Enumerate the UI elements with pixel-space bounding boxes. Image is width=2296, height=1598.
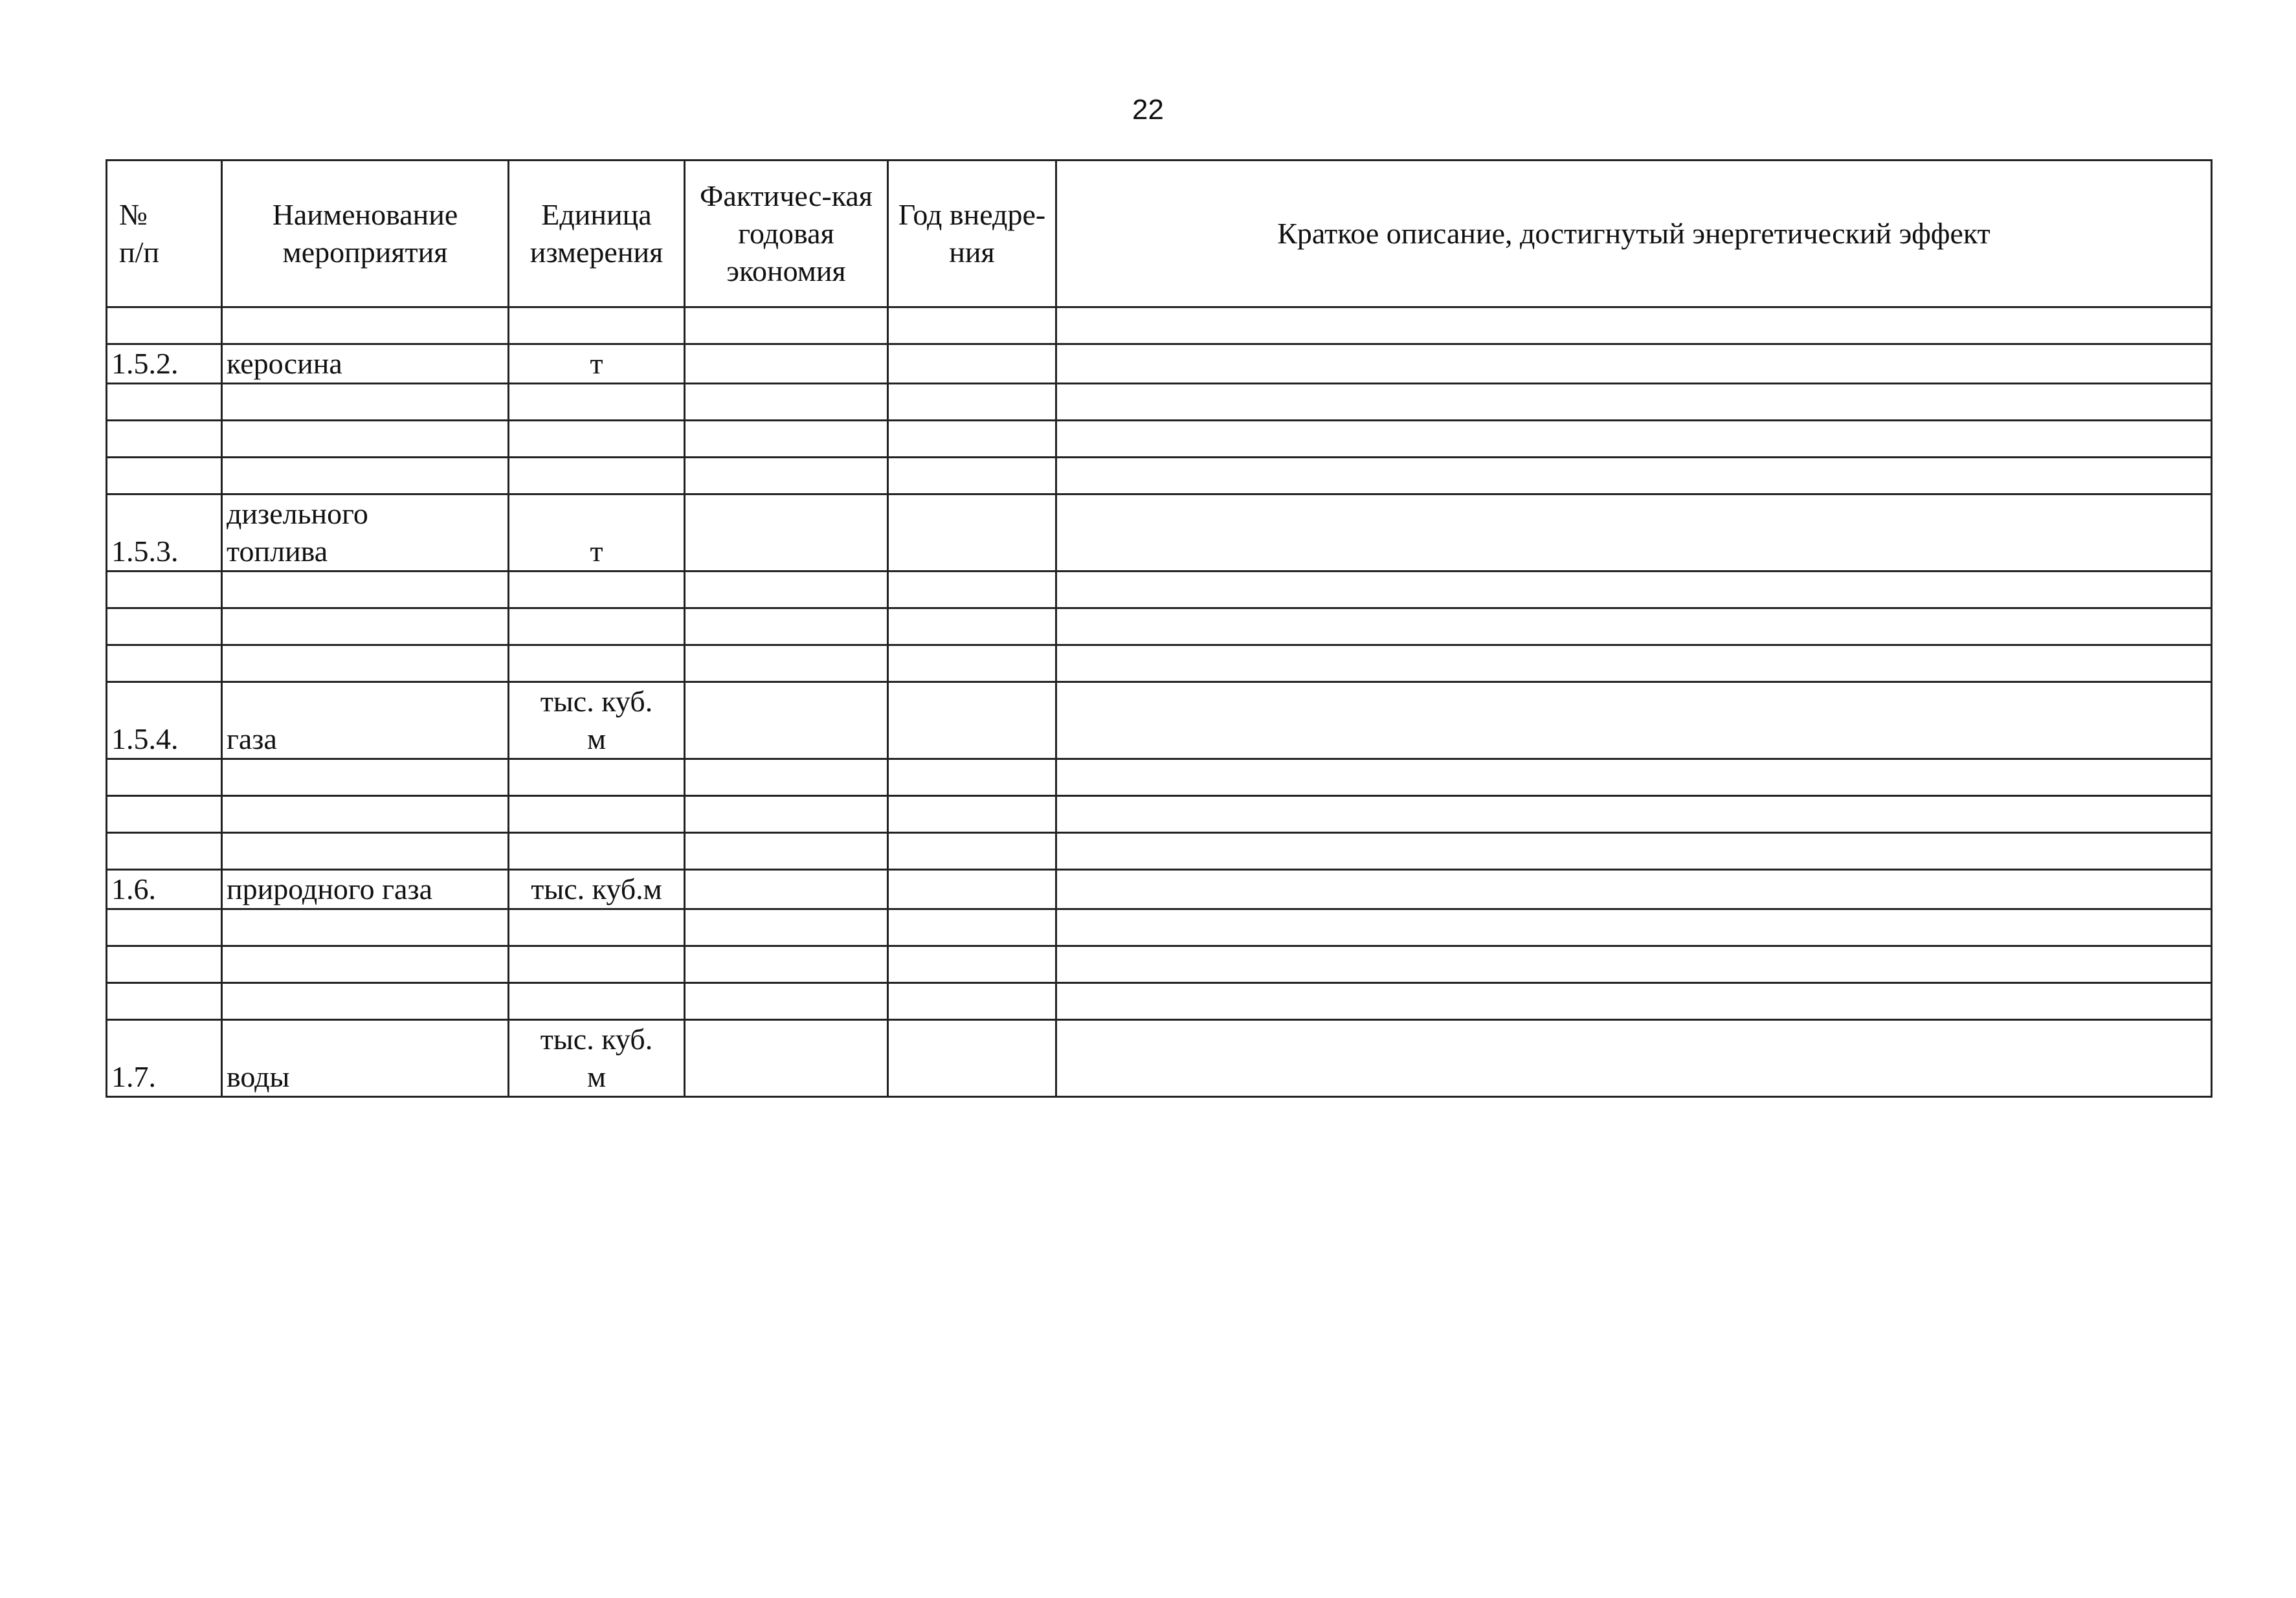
row-economy-cell bbox=[685, 1020, 888, 1097]
row-economy-cell bbox=[685, 421, 888, 458]
row-description-cell bbox=[1056, 494, 2212, 572]
table-row bbox=[107, 572, 2212, 608]
row-unit bbox=[509, 645, 685, 682]
row-description-cell bbox=[1056, 983, 2212, 1020]
page-number: 22 bbox=[1132, 94, 1164, 126]
row-measure-name bbox=[222, 946, 509, 983]
table-row bbox=[107, 645, 2212, 682]
row-number bbox=[107, 833, 222, 870]
row-economy-cell bbox=[685, 682, 888, 759]
row-description-cell bbox=[1056, 344, 2212, 384]
row-year-cell bbox=[888, 759, 1056, 796]
row-number bbox=[107, 645, 222, 682]
row-description-cell bbox=[1056, 458, 2212, 494]
row-unit bbox=[509, 983, 685, 1020]
table-row bbox=[107, 870, 2212, 909]
table-row bbox=[107, 344, 2212, 384]
row-unit bbox=[509, 909, 685, 946]
row-description-cell bbox=[1056, 682, 2212, 759]
row-measure-name: керосина bbox=[222, 344, 509, 384]
table-row bbox=[107, 494, 2212, 572]
row-unit: тыс. куб.м bbox=[509, 870, 685, 909]
row-measure-name bbox=[222, 759, 509, 796]
row-measure-name bbox=[222, 909, 509, 946]
row-number bbox=[107, 421, 222, 458]
row-description-cell bbox=[1056, 796, 2212, 833]
row-unit: т bbox=[509, 344, 685, 384]
row-economy-cell bbox=[685, 458, 888, 494]
row-economy-cell bbox=[685, 983, 888, 1020]
table-row bbox=[107, 833, 2212, 870]
row-economy-cell bbox=[685, 344, 888, 384]
header-implementation-year: Год внедре-ния bbox=[888, 161, 1056, 307]
row-number bbox=[107, 796, 222, 833]
row-year-cell bbox=[888, 682, 1056, 759]
row-number: 1.5.3. bbox=[107, 494, 222, 572]
header-number-abbr: п/п bbox=[119, 236, 160, 269]
header-measure-name: Наименование мероприятия bbox=[222, 161, 509, 307]
row-unit bbox=[509, 759, 685, 796]
row-economy-cell bbox=[685, 572, 888, 608]
table-header-row bbox=[107, 161, 2212, 307]
row-economy-cell bbox=[685, 833, 888, 870]
row-unit-line: м bbox=[586, 1060, 607, 1093]
header-annual-economy: Фактичес-кая годовая экономия bbox=[685, 161, 888, 307]
row-year-cell bbox=[888, 909, 1056, 946]
row-description-cell bbox=[1056, 870, 2212, 909]
row-unit-line: м bbox=[586, 722, 607, 755]
row-measure-name bbox=[222, 833, 509, 870]
row-description-cell bbox=[1056, 608, 2212, 645]
row-measure-name bbox=[222, 983, 509, 1020]
row-economy-cell bbox=[685, 307, 888, 344]
row-unit bbox=[509, 833, 685, 870]
row-unit bbox=[509, 608, 685, 645]
row-number: 1.5.4. bbox=[107, 682, 222, 759]
row-measure-name-line: топлива bbox=[227, 535, 328, 568]
row-unit bbox=[509, 307, 685, 344]
row-unit-line: тыс. куб. bbox=[540, 685, 653, 718]
row-number bbox=[107, 909, 222, 946]
row-year-cell bbox=[888, 307, 1056, 344]
row-economy-cell bbox=[685, 870, 888, 909]
row-year-cell bbox=[888, 1020, 1056, 1097]
table-row bbox=[107, 759, 2212, 796]
row-number bbox=[107, 983, 222, 1020]
row-measure-name bbox=[222, 458, 509, 494]
row-number: 1.5.2. bbox=[107, 344, 222, 384]
row-year-cell bbox=[888, 458, 1056, 494]
table-row bbox=[107, 909, 2212, 946]
row-year-cell bbox=[888, 645, 1056, 682]
row-unit bbox=[509, 572, 685, 608]
row-number bbox=[107, 307, 222, 344]
row-year-cell bbox=[888, 384, 1056, 421]
row-measure-name bbox=[222, 421, 509, 458]
header-description: Краткое описание, достигнутый энергетический эффект bbox=[1056, 161, 2212, 307]
row-economy-cell bbox=[685, 384, 888, 421]
row-number bbox=[107, 946, 222, 983]
row-measure-name bbox=[222, 572, 509, 608]
row-measure-name bbox=[222, 384, 509, 421]
row-measure-name: природного газа bbox=[222, 870, 509, 909]
row-economy-cell bbox=[685, 796, 888, 833]
row-year-cell bbox=[888, 572, 1056, 608]
header-number-symbol: № bbox=[119, 198, 148, 231]
row-measure-name-line: дизельного bbox=[227, 497, 368, 530]
row-description-cell bbox=[1056, 384, 2212, 421]
row-description-cell bbox=[1056, 946, 2212, 983]
table-row bbox=[107, 946, 2212, 983]
row-unit bbox=[509, 946, 685, 983]
table-row bbox=[107, 458, 2212, 494]
row-description-cell bbox=[1056, 833, 2212, 870]
table-row bbox=[107, 608, 2212, 645]
row-year-cell bbox=[888, 344, 1056, 384]
row-number: 1.7. bbox=[107, 1020, 222, 1097]
row-economy-cell bbox=[685, 909, 888, 946]
table-row bbox=[107, 796, 2212, 833]
row-number bbox=[107, 759, 222, 796]
row-measure-name bbox=[222, 494, 509, 572]
row-unit bbox=[509, 384, 685, 421]
table-row bbox=[107, 307, 2212, 344]
row-measure-name bbox=[222, 608, 509, 645]
row-unit: т bbox=[509, 494, 685, 572]
row-description-cell bbox=[1056, 759, 2212, 796]
row-economy-cell bbox=[685, 946, 888, 983]
row-number bbox=[107, 608, 222, 645]
row-unit bbox=[509, 421, 685, 458]
row-measure-name bbox=[222, 796, 509, 833]
row-description-cell bbox=[1056, 909, 2212, 946]
savings-table bbox=[106, 159, 2212, 1098]
row-year-cell bbox=[888, 946, 1056, 983]
header-unit: Единица измерения bbox=[509, 161, 685, 307]
row-number bbox=[107, 458, 222, 494]
row-description-cell bbox=[1056, 307, 2212, 344]
row-number bbox=[107, 384, 222, 421]
table-row bbox=[107, 983, 2212, 1020]
row-year-cell bbox=[888, 833, 1056, 870]
row-measure-name bbox=[222, 307, 509, 344]
table-row bbox=[107, 1020, 2212, 1097]
row-description-cell bbox=[1056, 421, 2212, 458]
header-number bbox=[107, 161, 222, 307]
row-unit bbox=[509, 682, 685, 759]
row-description-cell bbox=[1056, 572, 2212, 608]
row-measure-name: воды bbox=[222, 1020, 509, 1097]
row-year-cell bbox=[888, 608, 1056, 645]
row-measure-name: газа bbox=[222, 682, 509, 759]
row-economy-cell bbox=[685, 645, 888, 682]
row-unit-line: тыс. куб. bbox=[540, 1023, 653, 1056]
row-economy-cell bbox=[685, 759, 888, 796]
row-year-cell bbox=[888, 870, 1056, 909]
table-row bbox=[107, 682, 2212, 759]
row-number bbox=[107, 572, 222, 608]
table-row bbox=[107, 384, 2212, 421]
row-measure-name bbox=[222, 645, 509, 682]
row-description-cell bbox=[1056, 645, 2212, 682]
row-unit bbox=[509, 458, 685, 494]
row-unit bbox=[509, 1020, 685, 1097]
row-unit bbox=[509, 796, 685, 833]
row-economy-cell bbox=[685, 608, 888, 645]
table-row bbox=[107, 421, 2212, 458]
row-year-cell bbox=[888, 796, 1056, 833]
row-year-cell bbox=[888, 421, 1056, 458]
row-year-cell bbox=[888, 494, 1056, 572]
row-economy-cell bbox=[685, 494, 888, 572]
row-number: 1.6. bbox=[107, 870, 222, 909]
row-description-cell bbox=[1056, 1020, 2212, 1097]
row-year-cell bbox=[888, 983, 1056, 1020]
